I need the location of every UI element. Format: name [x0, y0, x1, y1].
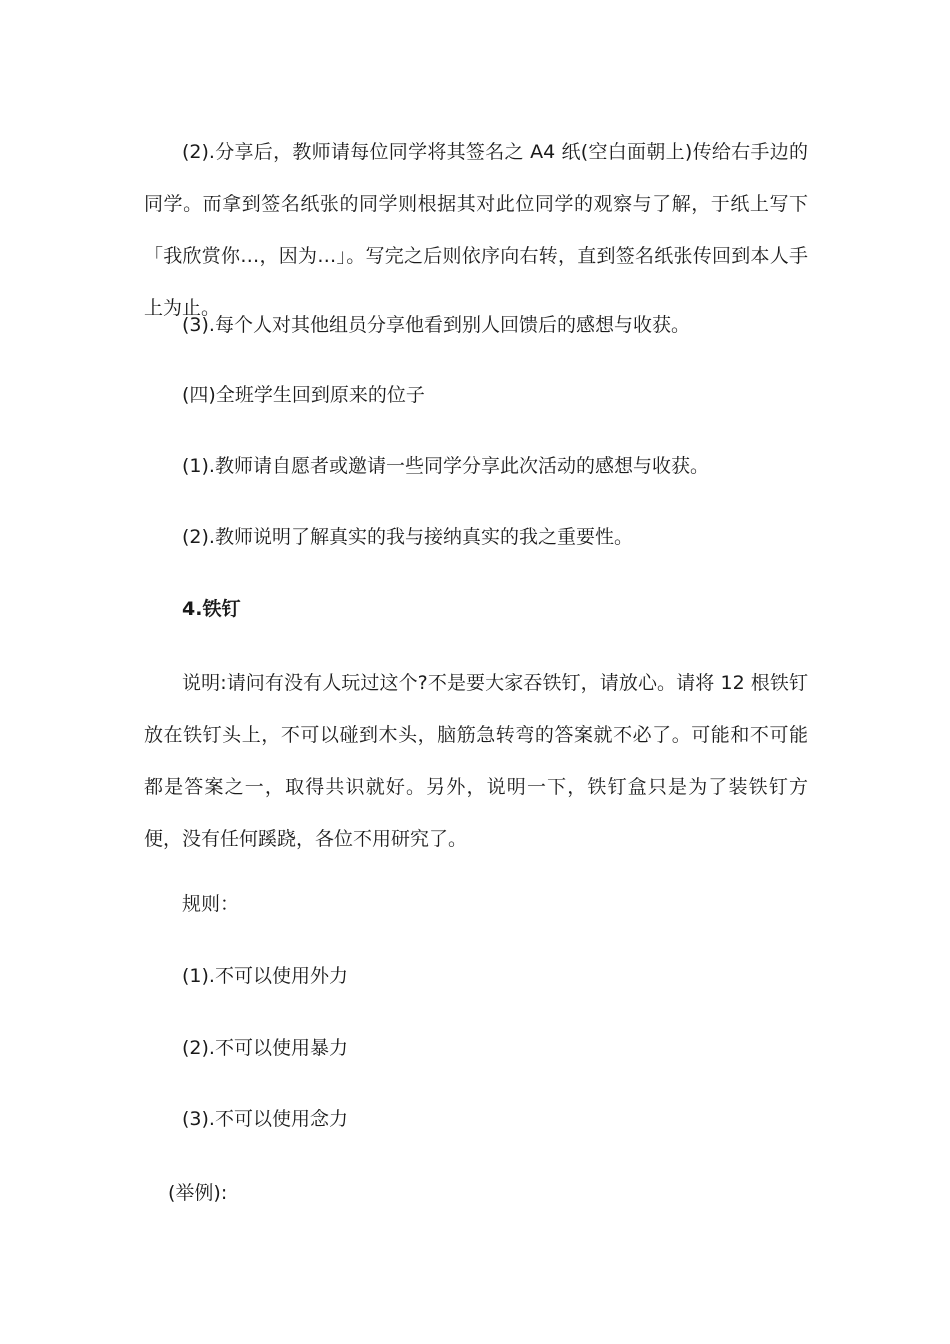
paragraph-return-seats: (四)全班学生回到原来的位子: [182, 384, 425, 406]
example-label: (举例):: [168, 1182, 228, 1204]
rules-label: 规则：: [182, 893, 240, 915]
rule-item-2: (2).不可以使用暴力: [182, 1037, 348, 1059]
paragraph-volunteers-share: (1).教师请自愿者或邀请一些同学分享此次活动的感想与收获。: [182, 455, 709, 477]
paragraph-share-signatures: (2).分享后，教师请每位同学将其签名之 A4 纸(空白面朝上)传给右手边的同学。而拿到签名纸张的同学则根据其对此位同学的观察与了解，于纸上写下「我欣赏你…，因为…」。写完之后则依序向右转，直到签名纸张传回到本人手上为止。: [144, 141, 808, 319]
section-heading-nails: 4.铁钉: [182, 598, 241, 620]
paragraph-teacher-explains: (2).教师说明了解真实的我与接纳真实的我之重要性。: [182, 526, 633, 548]
rule-item-1: (1).不可以使用外力: [182, 965, 348, 987]
paragraph-share-feelings: (3).每个人对其他组员分享他看到别人回馈后的感想与收获。: [182, 314, 690, 336]
paragraph-nails-description: 说明:请问有没有人玩过这个?不是要大家吞铁钉，请放心。请将 12 根铁钉放在铁钉头上，不可以碰到木头，脑筋急转弯的答案就不必了。可能和不可能都是答案之一，取得共识就好。另外，说明一下，铁钉盒只是为了装铁钉方便，没有任何蹊跷，各位不用研究了。: [144, 672, 808, 850]
rule-item-3: (3).不可以使用念力: [182, 1108, 348, 1130]
